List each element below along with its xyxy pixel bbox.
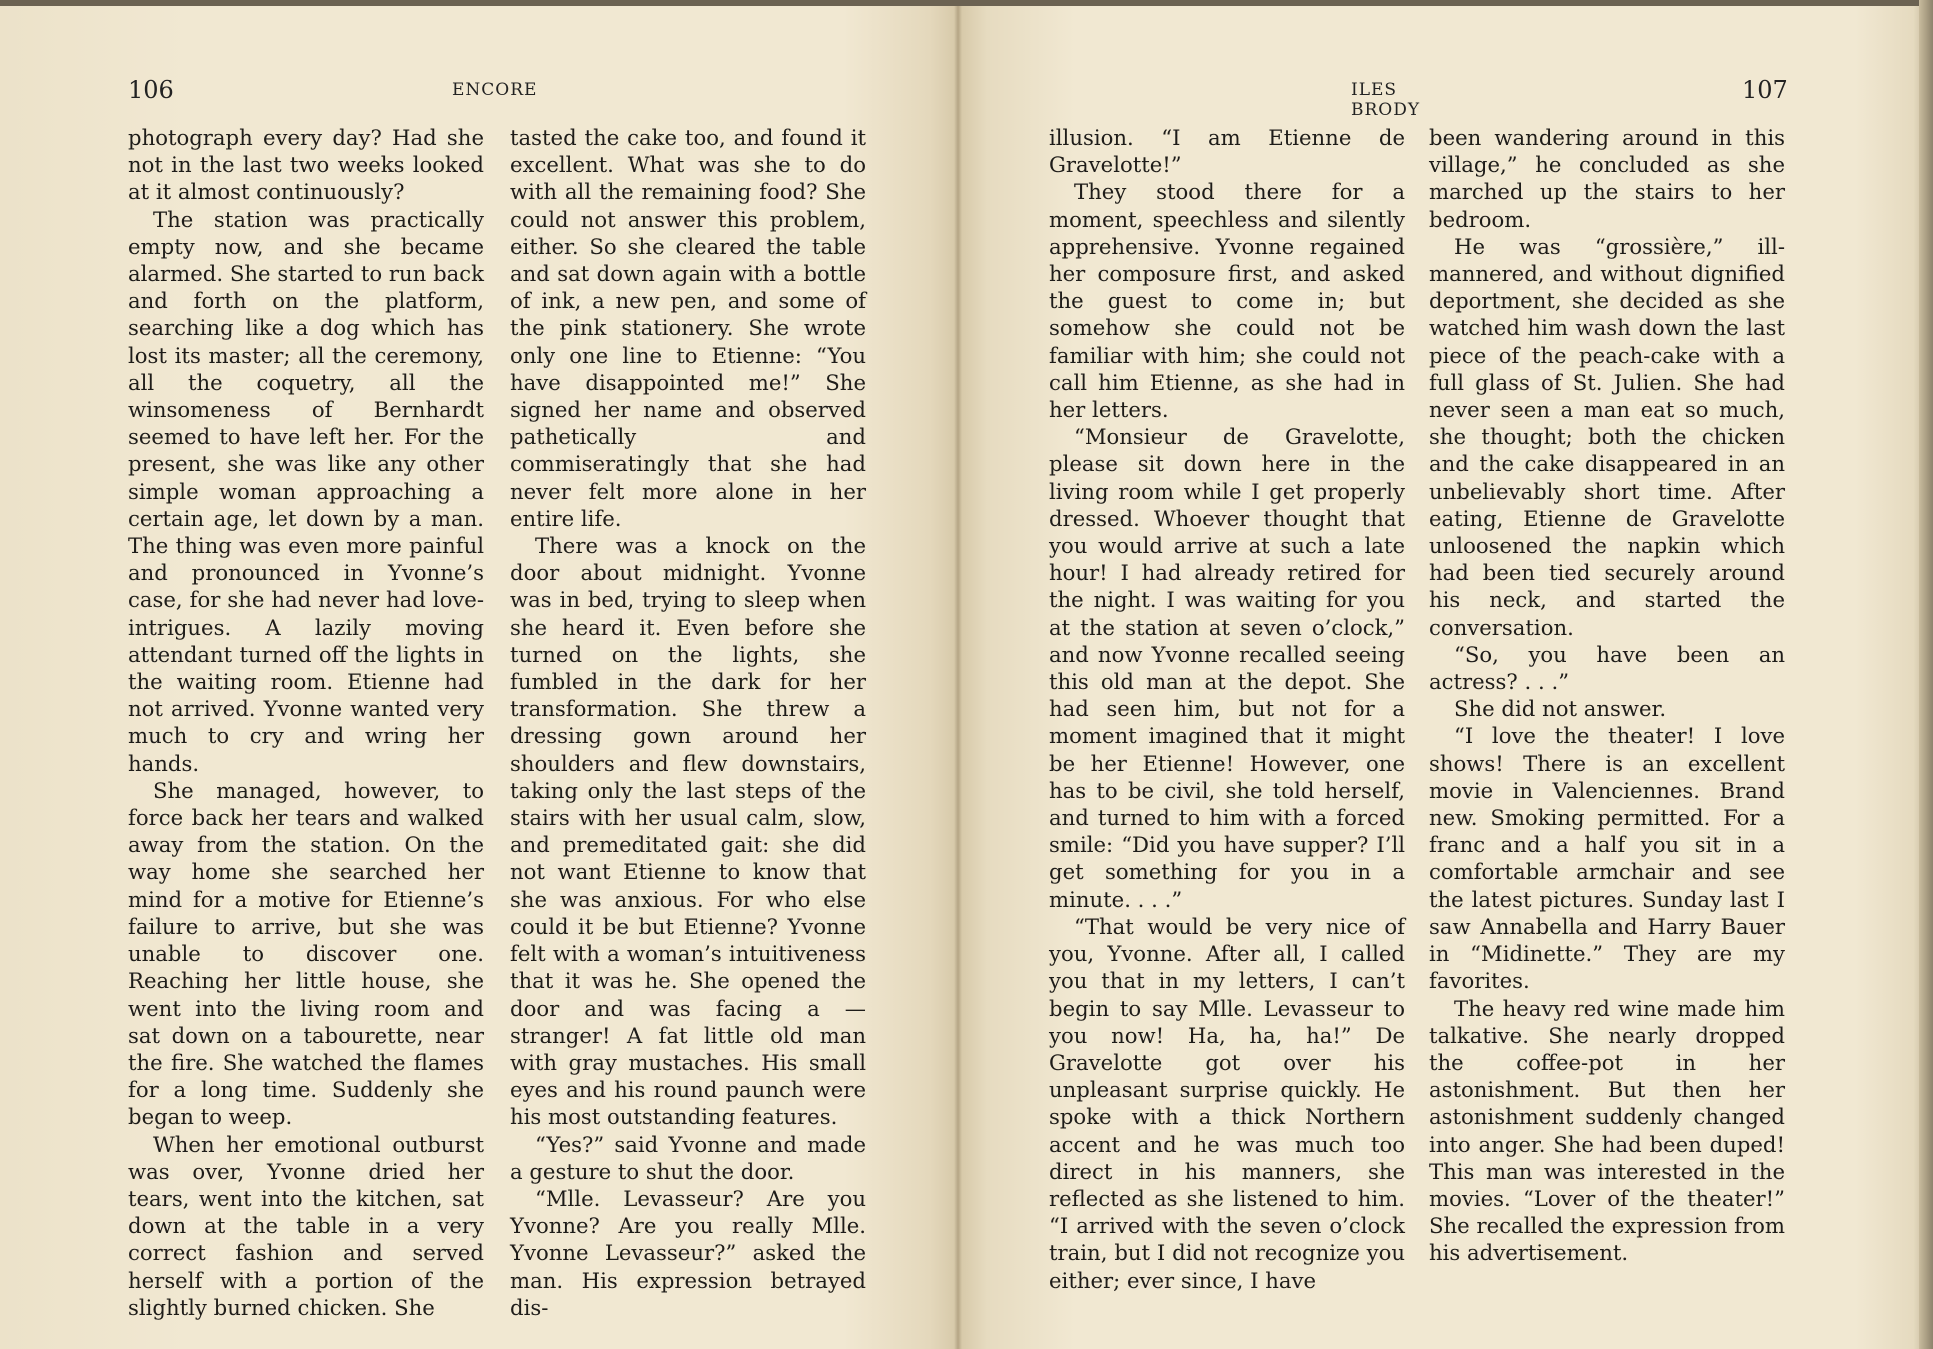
- paragraph: He was “grossière,” ill-mannered, and without dignified deportment, she decided as she watched him wash down the last piece of the peach-cake with a full glass of St. Julien. She had never seen a man eat so much, she thought; both the chicken and the cake disappeared in an unbelievably short time. After eating, Etienne de Gravelotte unloosened the napkin which had been tied securely around his neck, and started the conversation.: [1429, 233, 1785, 640]
- paragraph: She managed, however, to force back her tears and walked away from the station. On the way home she searched her mind for a motive for Etienne’s failure to arrive, but she was unable to discover one. Reaching her little house, she went into the living room and sat down on a tabourette, near the fire. She watched the flames for a long time. Suddenly she began to weep.: [128, 777, 484, 1130]
- paragraph: The station was practically empty now, and she became alarmed. She started to run back and forth on the platform, searching like a dog which has lost its master; all the ceremony, all the coquetry, all the winsomeness of Bernhardt seemed to have left her. For the present, she was like any other simple woman approaching a certain age, let down by a man. The thing was even more painful and pronounced in Yvonne’s case, for she had never had love-intrigues. A lazily moving attendant turned off the lights in the waiting room. Etienne had not arrived. Yvonne wanted very much to cry and wring her hands.: [128, 206, 484, 776]
- paragraph: “I love the theater! I love shows! There is an excellent movie in Valenciennes. Brand new. Smoking permitted. For a franc and a half you sit in a comfortable armchair and see the latest pictures. Sunday last I saw Annabella and Harry Bauer in “Midinette.” They are my favorites.: [1429, 723, 1785, 994]
- paragraph: They stood there for a moment, speechless and silently apprehensive. Yvonne regained her composure first, and asked the guest to come in; but somehow she could not be familiar with him; she could not call him Etienne, as she had in her letters.: [1049, 179, 1405, 423]
- paragraph: There was a knock on the door about midnight. Yvonne was in bed, trying to sleep when she heard it. Even before she turned on the lights, she fumbled in the dark for her transformation. She threw a dressing gown around her shoulders and flew downstairs, taking only the last steps of the stairs with her usual calm, slow, and premeditated gait: she did not want Etienne to know that she was anxious. For who else could it be but Etienne? Yvonne felt with a woman’s intuitiveness that it was he. She opened the door and was facing a — stranger! A fat little old man with gray mustaches. His small eyes and his round paunch were his most outstanding features.: [510, 533, 866, 1130]
- book-gutter: [954, 0, 962, 1349]
- paragraph: photograph every day? Had she not in the last two weeks looked at it almost continuously?: [128, 125, 484, 205]
- paragraph: The heavy red wine made him talkative. She nearly dropped the coffee-pot in her astonishment. But then her astonishment suddenly changed into anger. She had been duped! This man was interested in the movies. “Lover of the theater!” She recalled the expression from his advertisement.: [1429, 995, 1785, 1266]
- right-page-column-1: [1049, 124, 1405, 1294]
- paragraph: “That would be very nice of you, Yvonne. After all, I called you that in my letters, I can’t begin to say Mlle. Levasseur to you now! Ha, ha, ha!” De Gravelotte got over his unpleasant surprise quickly. He spoke with a thick Northern accent and he was much too direct in his manners, she reflected as she listened to him. “I arrived with the seven o’clock train, but I did not recognize you either; ever since, I have: [1049, 913, 1405, 1293]
- right-page: [958, 0, 1933, 1349]
- paragraph: “So, you have been an actress? . . .”: [1429, 641, 1785, 695]
- paragraph: When her emotional outburst was over, Yvonne dried her tears, went into the kitchen, sat down at the table in a very correct fashion and served herself with a portion of the slightly burned chicken. She: [128, 1131, 484, 1320]
- page-top-edge: [0, 0, 1933, 6]
- paragraph: “Mlle. Levasseur? Are you Yvonne? Are you really Mlle. Yvonne Levasseur?” asked the man. His expression betrayed dis-: [510, 1185, 866, 1320]
- left-page-column-1: [128, 124, 484, 1321]
- page-number: 107: [1742, 76, 1788, 104]
- page-number: 106: [128, 76, 174, 104]
- left-page-column-2: [510, 124, 866, 1321]
- page-right-edge: [1919, 0, 1933, 1349]
- running-head: ILES BRODY: [1351, 80, 1421, 120]
- left-page: [0, 0, 958, 1349]
- paragraph: tasted the cake too, and found it excellent. What was she to do with all the remaining food? She could not answer this problem, either. So she cleared the table and sat down again with a bottle of ink, a new pen, and some of the pink stationery. She wrote only one line to Etienne: “You have disappointed me!” She signed her name and observed pathetically and commiseratingly that she had never felt more alone in her entire life.: [510, 125, 866, 531]
- paragraph: illusion. “I am Etienne de Gravelotte!”: [1049, 125, 1405, 178]
- paragraph: “Yes?” said Yvonne and made a gesture to shut the door.: [510, 1131, 866, 1184]
- running-head: ENCORE: [452, 80, 538, 100]
- right-page-column-2: [1429, 124, 1785, 1267]
- paragraph: been wandering around in this village,” he concluded as she marched up the stairs to her bedroom.: [1429, 125, 1785, 232]
- paragraph: She did not answer.: [1454, 696, 1667, 722]
- paragraph: “Monsieur de Gravelotte, please sit down here in the living room while I get properly dressed. Whoever thought that you would arrive at such a late hour! I had already retired for the night. I was waiting for you at the station at seven o’clock,” and now Yvonne recalled seeing this old man at the depot. She had seen him, but not for a moment imagined that it might be her Etienne! However, one has to be civil, she told herself, and turned to him with a forced smile: “Did you have supper? I’ll get something for you in a minute. . . .”: [1049, 424, 1405, 912]
